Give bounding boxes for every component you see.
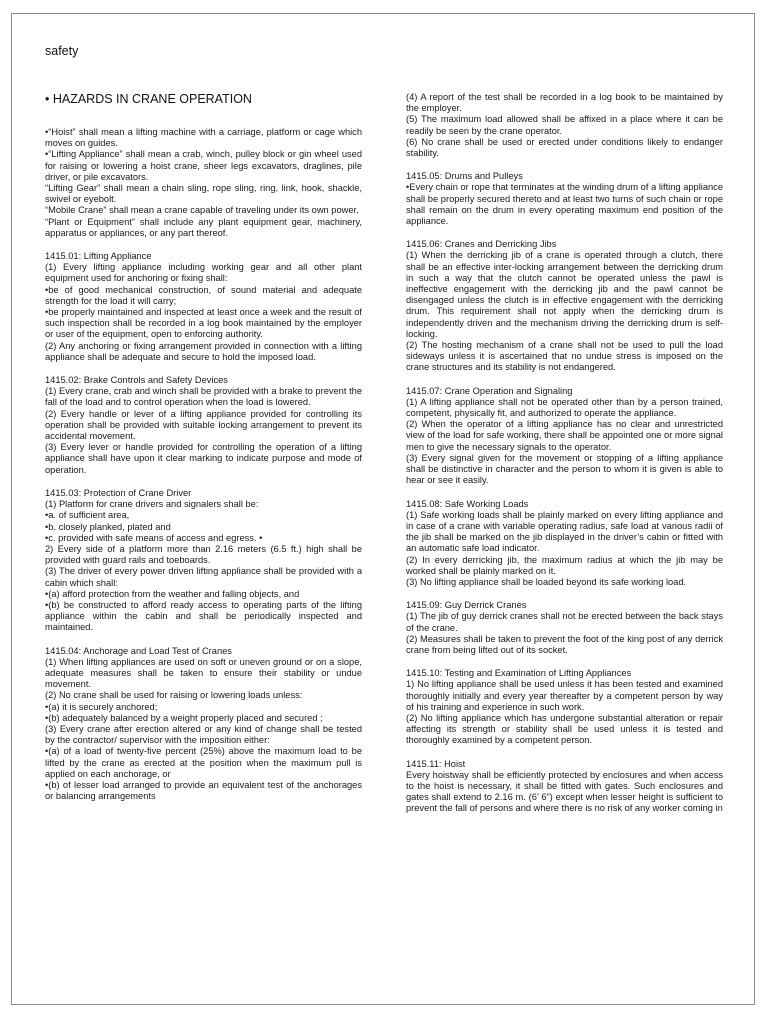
section-paragraph: •b. closely planked, plated and — [45, 521, 171, 532]
left-column — [45, 92, 362, 952]
intro-paragraph: •“Hoist” shall mean a lifting machine with a carriage, platform or cage which moves on guides. — [45, 127, 362, 149]
section-paragraph: •(a) afford protection from the weather and falling objects, and — [45, 588, 300, 599]
section-heading: 1415.06: Cranes and Derricking Jibs — [406, 239, 557, 250]
section-paragraph: (1) Every lifting appliance including working gear and all other plant equipment used for anchoring or fixing shall: — [45, 262, 362, 284]
section-paragraph: •(b) adequately balanced by a weight properly placed and secured ; — [45, 712, 323, 723]
section-paragraph: (3) The driver of every power driven lifting appliance shall be provided with a cabin which shall: — [45, 566, 362, 588]
section — [45, 488, 362, 634]
section-paragraph: 2) Every side of a platform more than 2.16 meters (6.5 ft.) high shall be provided with guard rails and toeboards. — [45, 543, 362, 566]
section-paragraph: •Every chain or rope that terminates at the winding drum of a lifting appliance shall be properly secured thereto and at least two turns of such chain or rope shall remain on the drum in every operating maximum end position of the appliance. — [406, 182, 723, 227]
section-paragraph: •c. provided with safe means of access and egress. • — [45, 532, 263, 543]
section — [406, 386, 723, 487]
section-paragraph: •(b) of lesser load arranged to provide an equivalent test of the anchorages or balancing arrangements — [45, 779, 362, 802]
section — [45, 646, 362, 803]
section-heading: 1415.10: Testing and Examination of Lifting Appliances — [406, 668, 632, 679]
section-paragraph: (1) When lifting appliances are used on soft or uneven ground or on a slope, adequate measures shall be taken to ensure their stability or undue movement. — [45, 656, 362, 690]
section-paragraph: Every hoistway shall be efficiently protected by enclosures and when access to the hoist is necessary, it shall be fitted with gates. Such enclosures and gates shall extend to 2.16 m. (6’ 6”) except when lesser height is sufficient to prevent the fall of persons and where there is no risk of any worker coming in — [406, 769, 723, 814]
section-paragraph: (2) The hosting mechanism of a crane shall not be used to pull the load sideways unless it is ascertained that no undue stress is imposed on the crane structures and its stability is not endangered. — [406, 340, 723, 373]
section-heading: 1415.09: Guy Derrick Cranes — [406, 600, 527, 611]
section-paragraph: (1) Platform for crane drivers and signalers shall be: — [45, 499, 259, 510]
intro-paragraph: •“Lifting Appliance” shall mean a crab, winch, pulley block or gin wheel used for raising or lowering a hoist crane, sheer legs excavators, draglines, pile driver, or pile excavators. — [45, 149, 362, 182]
document-title: safety — [45, 44, 79, 58]
section — [406, 759, 723, 815]
section-heading: 1415.07: Crane Operation and Signaling — [406, 385, 573, 396]
section-paragraph: (2) Measures shall be taken to prevent the foot of the king post of any derrick crane from being lifted out of its socket. — [406, 633, 723, 655]
section-heading: 1415.03: Protection of Crane Driver — [45, 487, 192, 498]
section — [406, 668, 723, 746]
section-paragraph: (2) No lifting appliance which has undergone substantial alteration or repair affecting its strength or stability shall be used unless it is tested and thoroughly examined by a competent person. — [406, 712, 723, 746]
section-paragraph: (2) Every handle or lever of a lifting appliance provided for controlling its operation shall be provided with suitable locking arrangement to prevent its accidental movement. — [45, 408, 362, 442]
intro-paragraph: (5) The maximum load allowed shall be affixed in a place where it can be readily be seen by the crane operator. — [406, 114, 723, 136]
intro-paragraph: (6) No crane shall be used or erected under conditions likely to endanger stability. — [406, 136, 723, 159]
intro-paragraph: “Mobile Crane” shall mean a crane capable of traveling under its own power. — [45, 205, 359, 216]
section-paragraph: (2) In every derricking jib, the maximum radius at which the jib may be worked shall be plainly marked on it. — [406, 554, 723, 576]
section — [406, 499, 723, 589]
main-heading: • HAZARDS IN CRANE OPERATION — [45, 92, 252, 106]
section-paragraph: (2) Any anchoring or fixing arrangement provided in connection with a lifting appliance shall be adequate and secure to hold the imposed load. — [45, 340, 362, 362]
right-column — [406, 92, 723, 964]
section-paragraph: 1) No lifting appliance shall be used unless it has been tested and examined thoroughly initially and every year thereafter by a competent person by way of his training and experience in such work. — [406, 679, 723, 712]
left-intro — [45, 127, 362, 239]
right-intro — [406, 92, 723, 159]
section-paragraph: (2) When the operator of a lifting appliance has no clear and unrestricted view of the load for safe working, there shall be appointed one or more signal men to give the necessary signals to the operator. — [406, 419, 723, 452]
section-heading: 1415.05: Drums and Pulleys — [406, 171, 523, 182]
section-heading: 1415.02: Brake Controls and Safety Devices — [45, 375, 228, 386]
intro-paragraph: “Plant or Equipment” shall include any plant equipment gear, machinery, apparatus or appliances, or any part thereof. — [45, 216, 362, 238]
section — [406, 600, 723, 656]
section — [45, 375, 362, 476]
section-paragraph: (1) Every crane, crab and winch shall be provided with a brake to prevent the fall of the load and to control operation when the load is lowered. — [45, 386, 362, 408]
section — [406, 171, 723, 227]
section-paragraph: (1) Safe working loads shall be plainly marked on every lifting appliance and in case of a crane with variable operating radius, safe load at various radii of the jib shall be marked on the jib displayed in the driver’s cabin or fitted with an automatic safe load indicator. — [406, 509, 723, 554]
section-paragraph: •a. of sufficient area, — [45, 510, 130, 521]
section-paragraph: (3) Every signal given for the movement or stopping of a lifting appliance shall be distinctive in character and the person to whom it is given is able to hear or see it easily. — [406, 452, 723, 486]
section-heading: 1415.01: Lifting Appliance — [45, 251, 152, 262]
section-paragraph: (2) No crane shall be used for raising or lowering loads unless: — [45, 690, 303, 701]
section — [406, 239, 723, 373]
section-paragraph: •(b) be constructed to afford ready access to operating parts of the lifting appliance within the cabin and shall be periodically inspected and maintained. — [45, 599, 362, 633]
intro-paragraph: (4) A report of the test shall be recorded in a log book to be maintained by the employer. — [406, 92, 723, 114]
section-paragraph: •be of good mechanical construction, of sound material and adequate strength for the load it will carry; — [45, 284, 362, 306]
section-paragraph: •be properly maintained and inspected at least once a week and the result of such inspection shall be recorded in a log book maintained by the employer or user of the equipment, open to enforcing authority. — [45, 307, 362, 340]
section-paragraph: (3) No lifting appliance shall be loaded beyond its safe working load. — [406, 576, 687, 587]
section-paragraph: •(a) of a load of twenty-five percent (25%) above the maximum load to be lifted by the crane as erected at the position when the maximum pull is applied on each anchorage, or — [45, 746, 362, 779]
intro-paragraph: “Lifting Gear” shall mean a chain sling, rope sling, ring, link, hook, shackle, swivel or eyebolt. — [45, 183, 362, 205]
section-heading: 1415.08: Safe Working Loads — [406, 498, 529, 509]
section-paragraph: (1) The jib of guy derrick cranes shall not be erected between the back stays of the crane. — [406, 611, 723, 633]
section-heading: 1415.11: Hoist — [406, 758, 466, 769]
section-paragraph: (1) A lifting appliance shall not be operated other than by a person trained, competent, physically fit, and authorized to operate the appliance. — [406, 396, 723, 419]
section-paragraph: •(a) it is securely anchored; — [45, 701, 158, 712]
section — [45, 251, 362, 363]
section-heading: 1415.04: Anchorage and Load Test of Cranes — [45, 645, 232, 656]
section-paragraph: (3) Every lever or handle provided for controlling the operation of a lifting appliance shall have upon it clear marking to indicate purpose and mode of operation. — [45, 442, 362, 475]
section-paragraph: (3) Every crane after erection altered or any kind of change shall be tested by the contractor/ supervisor with the imposition either: — [45, 723, 362, 746]
section-paragraph: (1) When the derricking jib of a crane is operated through a clutch, there shall be an effective inter-locking arrangement between the derricking drum in such a way that the clutch cannot be operated unless the pawl is ineffective engagement with the derricking jib and the pawl cannot be disengaged unless the clutch is in effective engagement with the derricking drum. This requirement shall not apply when the derricking drum is independently driven and the mechanism driving the derricking drum is self-locking. — [406, 250, 723, 339]
